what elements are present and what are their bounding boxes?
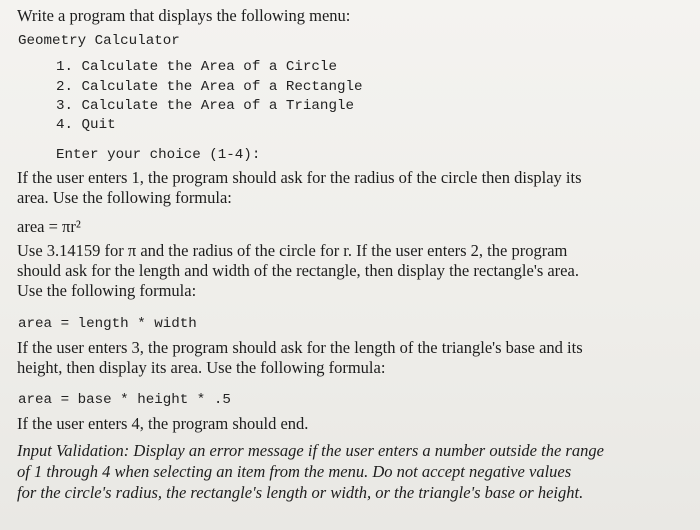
- validation-line-2: of 1 through 4 when selecting an item from the menu. Do not accept negative values: [17, 462, 572, 481]
- paragraph-3-line-1: If the user enters 3, the program should ask for the length of the triangle's base and its: [17, 338, 583, 357]
- paragraph-4: If the user enters 4, the program should end.: [17, 414, 309, 433]
- menu-title: Geometry Calculator: [18, 33, 180, 49]
- formula-circle: area = πr²: [17, 217, 81, 236]
- formula-rectangle: area = length * width: [18, 316, 197, 332]
- validation-line-3: for the circle's radius, the rectangle's length or width, or the triangle's base or height.: [17, 483, 584, 502]
- menu-item-3: 3. Calculate the Area of a Triangle: [56, 98, 354, 114]
- menu-item-2: 2. Calculate the Area of a Rectangle: [56, 79, 363, 95]
- intro-text: Write a program that displays the following menu:: [17, 6, 351, 25]
- paragraph-2-line-2: should ask for the length and width of the rectangle, then display the rectangle's area.: [17, 261, 579, 280]
- menu-item-4: 4. Quit: [56, 117, 116, 133]
- menu-item-1: 1. Calculate the Area of a Circle: [56, 59, 337, 75]
- paragraph-1-line-2: area. Use the following formula:: [17, 188, 232, 207]
- paragraph-2-line-3: Use the following formula:: [17, 281, 197, 300]
- paragraph-1-line-1: If the user enters 1, the program should ask for the radius of the circle then display its: [17, 168, 582, 187]
- validation-line-1: Input Validation: Display an error message if the user enters a number outside the range: [17, 441, 604, 460]
- paragraph-3-line-2: height, then display its area. Use the following formula:: [17, 358, 386, 377]
- paragraph-2-line-1: Use 3.14159 for π and the radius of the circle for r. If the user enters 2, the program: [17, 241, 568, 260]
- formula-triangle: area = base * height * .5: [18, 392, 231, 408]
- menu-prompt: Enter your choice (1-4):: [56, 147, 261, 163]
